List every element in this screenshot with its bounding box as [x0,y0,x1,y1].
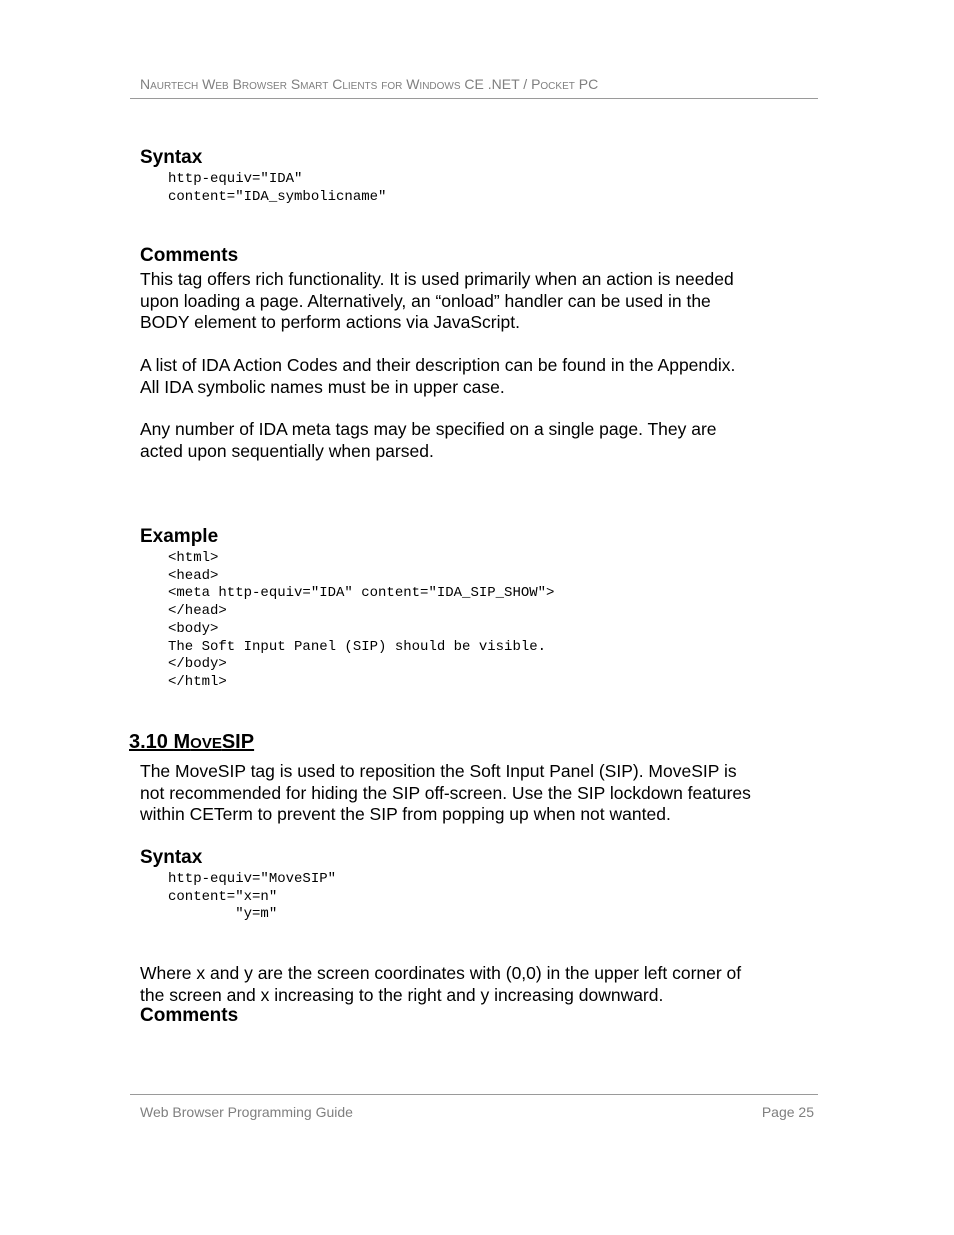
section-title-initial: M [173,731,191,753]
footer-rule [130,1094,818,1095]
section-heading-movesip [129,731,254,754]
comments-paragraph-1: This tag offers rich functionality. It is used primarily when an action is needed upon loading a page. Alternatively, an “onload” handler can be used in the BODY element to perform actions via JavaScript. [140,269,734,332]
section-title-smallcaps: OVE [190,735,222,752]
section-title-rest: SIP [221,731,255,753]
movesip-where-paragraph: Where x and y are the screen coordinates with (0,0) in the upper left corner of the screen and x increasing to the right and y increasing downward. [140,963,742,1005]
comments-paragraph-2: A list of IDA Action Codes and their description can be found in the Appendix. All IDA symbolic names must be in upper case. [140,355,736,397]
comments-paragraph-3: Any number of IDA meta tags may be specified on a single page. They are acted upon sequentially when parsed. [140,419,717,461]
running-header: Naurtech Web Browser Smart Clients for Windows CE .NET / Pocket PC [140,76,599,92]
footer-document-title: Web Browser Programming Guide [140,1104,353,1120]
syntax-code-block: http-equiv="IDA" content="IDA_symbolicname" [168,171,387,205]
footer-page-number: Page 25 [761,1104,814,1120]
comments-heading: Comments [140,245,239,266]
example-heading: Example [140,526,219,547]
movesip-comments-heading: Comments [140,1005,239,1026]
example-code-block: <html> <head> <meta http-equiv="IDA" content="IDA_SIP_SHOW"> </head> <body> The Soft Input Panel (SIP) should be visible. </body> </html> [168,550,555,690]
section-number: 3.10 [129,731,174,753]
movesip-intro-paragraph: The MoveSIP tag is used to reposition the Soft Input Panel (SIP). MoveSIP is not recommended for hiding the SIP off-screen. Use the SIP lockdown features within CETerm to prevent the SIP from popping up when not wanted. [140,761,751,824]
movesip-syntax-heading: Syntax [140,847,203,868]
movesip-syntax-code-block: http-equiv="MoveSIP" content="x=n" "y=m" [168,871,337,923]
syntax-heading: Syntax [140,147,203,168]
header-rule [130,98,818,99]
